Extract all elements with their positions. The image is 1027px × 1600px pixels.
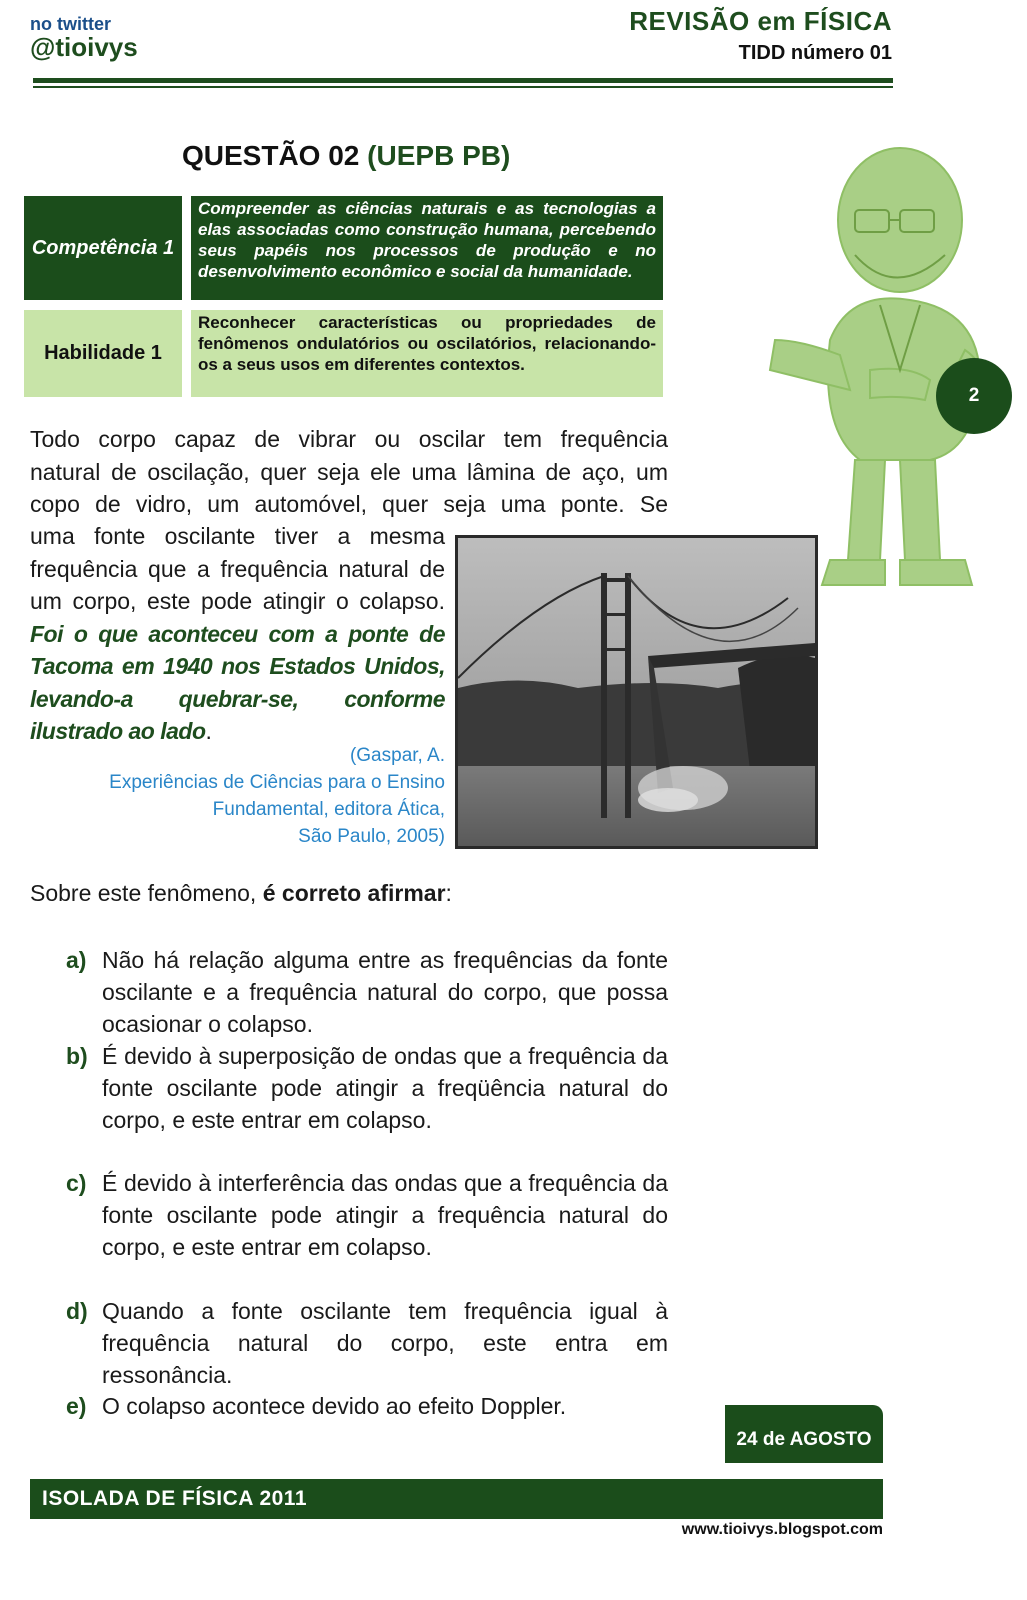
citation-line: (Gaspar, A. bbox=[349, 745, 445, 766]
question-title bbox=[182, 140, 510, 172]
competencia-label: Competência 1 bbox=[24, 196, 182, 300]
footer-url[interactable]: www.tioivys.blogspot.com bbox=[681, 1521, 883, 1538]
twitter-label: no twitter bbox=[30, 14, 111, 34]
option-letter: c) bbox=[66, 1170, 87, 1196]
habilidade-label: Habilidade 1 bbox=[24, 310, 182, 397]
habilidade-text: Reconhecer características ou propriedades de fenômenos ondulatórios ou oscilatórios, relacionando-os a seus usos em diferentes contextos. bbox=[191, 310, 663, 397]
option-b[interactable] bbox=[66, 1040, 668, 1136]
option-text: Não há relação alguma entre as frequências da fonte oscilante e a frequência natural do corpo, que possa ocasionar o colapso. bbox=[102, 947, 668, 1037]
option-text: O colapso acontece devido ao efeito Doppler. bbox=[102, 1393, 567, 1419]
header-rule bbox=[33, 78, 893, 83]
intro-paragraph bbox=[30, 423, 668, 521]
option-letter: b) bbox=[66, 1043, 88, 1069]
intro-column-emphasis: Foi o que aconteceu com a ponte de Tacoma em 1940 nos Estados Unidos, levando-a quebrar-se, conforme ilustrado ao lado bbox=[30, 620, 445, 744]
prompt-bold: é correto afirmar bbox=[262, 880, 446, 906]
citation-line: São Paulo, 2005) bbox=[298, 826, 445, 847]
bridge-drawing bbox=[458, 538, 815, 846]
header-subtitle: TIDD número 01 bbox=[738, 42, 892, 64]
footer-bar: ISOLADA DE FÍSICA 2011 bbox=[30, 1479, 883, 1519]
intro-column-text bbox=[30, 520, 445, 748]
prompt-colon: : bbox=[445, 880, 452, 906]
header-title: REVISÃO em FÍSICA bbox=[629, 6, 892, 36]
question-number: QUESTÃO 02 bbox=[182, 140, 360, 171]
option-text: É devido à superposição de ondas que a frequência da fonte oscilante pode atingir a freqüência natural do corpo, e este entrar em colapso. bbox=[102, 1043, 668, 1133]
option-d[interactable] bbox=[66, 1295, 668, 1391]
option-e[interactable] bbox=[66, 1390, 668, 1422]
intro-column-period: . bbox=[205, 718, 212, 744]
header-rule-thin bbox=[33, 86, 893, 88]
option-letter: e) bbox=[66, 1393, 87, 1419]
citation bbox=[30, 742, 445, 850]
intro-line: natural de oscilação, quer seja ele uma lâmina de aço, um bbox=[30, 458, 668, 485]
question-prompt bbox=[30, 880, 452, 907]
option-text: Quando a fonte oscilante tem frequência igual à frequência natural do corpo, este entra em ressonância. bbox=[102, 1298, 668, 1388]
option-letter: d) bbox=[66, 1298, 88, 1324]
tacoma-bridge-photo bbox=[455, 535, 818, 849]
option-text: É devido à interferência das ondas que a frequência da fonte oscilante pode atingir a frequência natural do corpo, e este entrar em colapso. bbox=[102, 1170, 668, 1260]
prompt-text: Sobre este fenômeno, bbox=[30, 880, 263, 906]
date-tab: 24 de AGOSTO bbox=[725, 1405, 883, 1463]
intro-line: copo de vidro, um automóvel, quer seja uma ponte. Se bbox=[30, 491, 668, 517]
competencia-text: Compreender as ciências naturais e as tecnologias a elas associadas como construção humana, percebendo seus papéis nos processos de produção e no desenvolvimento econômico e social da humanidade. bbox=[191, 196, 663, 300]
option-a[interactable] bbox=[66, 944, 668, 1040]
citation-line: Experiências de Ciências para o Ensino bbox=[109, 772, 445, 793]
option-letter: a) bbox=[66, 947, 87, 973]
intro-line: Todo corpo capaz de vibrar ou oscilar tem frequência bbox=[30, 426, 668, 452]
twitter-handle: @tioivys bbox=[30, 32, 138, 62]
intro-column-plain: uma fonte oscilante tiver a mesma frequência que a frequência natural de um corpo, este pode atingir o colapso. bbox=[30, 523, 445, 614]
citation-line: Fundamental, editora Ática, bbox=[212, 799, 445, 820]
page-number-badge: 2 bbox=[936, 358, 1012, 434]
question-source: (UEPB PB) bbox=[367, 140, 511, 171]
option-c[interactable] bbox=[66, 1167, 668, 1263]
